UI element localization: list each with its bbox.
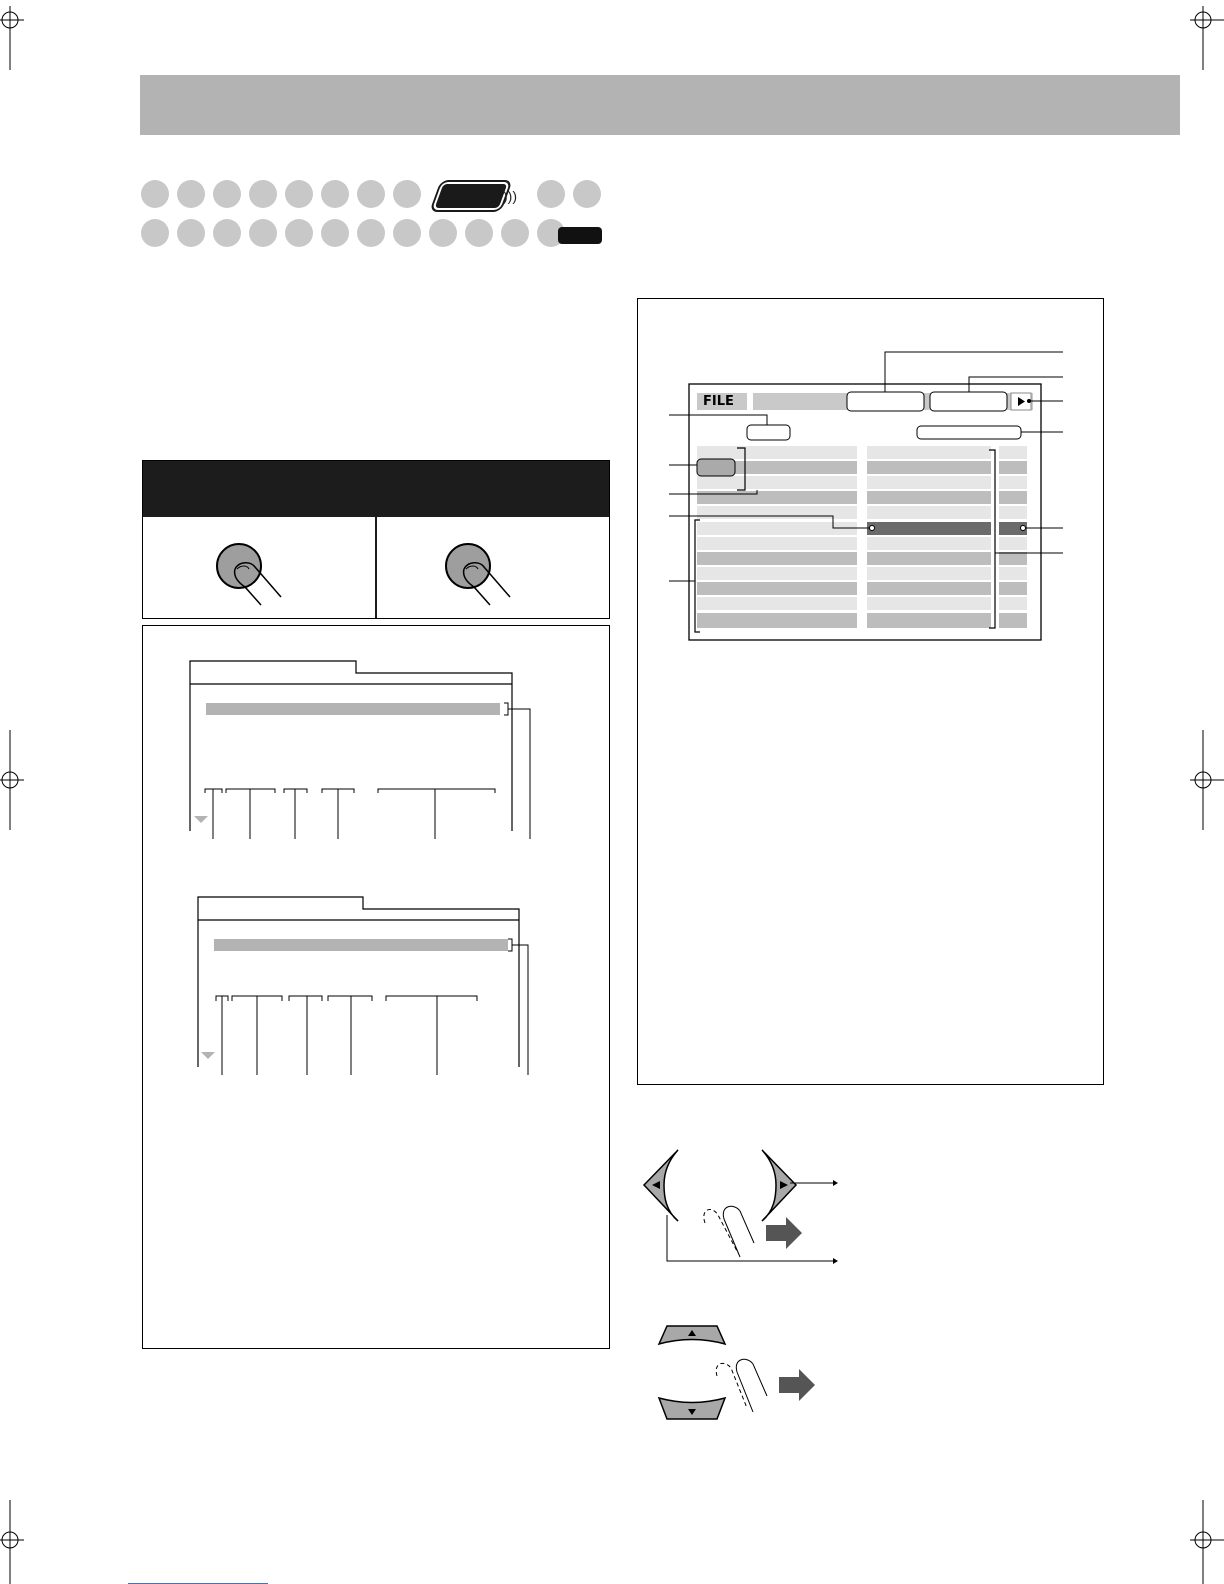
- finger-press-icon: [233, 559, 293, 609]
- cursor-up-down-illustration: [655, 1322, 825, 1427]
- cursor-up-icon[interactable]: [659, 1326, 725, 1344]
- dot: [177, 180, 205, 208]
- dot: [285, 219, 313, 247]
- table-divider: [375, 461, 377, 618]
- finger-press-icon: [462, 559, 522, 609]
- cursor-left-right-illustration: [640, 1145, 850, 1270]
- remote-control-icon: [432, 182, 510, 210]
- cursor-left-icon[interactable]: [644, 1150, 678, 1221]
- file-screen-title: FILE: [703, 394, 734, 409]
- dot: [537, 180, 565, 208]
- dot: [321, 180, 349, 208]
- dot: [393, 219, 421, 247]
- crosshair-circle-icon: [1190, 1500, 1224, 1584]
- button-table: [142, 460, 610, 619]
- dot: [573, 180, 601, 208]
- dot: [141, 219, 169, 247]
- cursor-right-icon[interactable]: [762, 1150, 796, 1221]
- dot: [501, 219, 529, 247]
- dot: [285, 180, 313, 208]
- dot-rows: [0, 0, 1224, 260]
- dot: [321, 219, 349, 247]
- dot: [249, 180, 277, 208]
- info-diagram-left: [142, 625, 608, 1347]
- crosshair-circle-icon: [0, 730, 24, 830]
- dot: [429, 219, 457, 247]
- finger-press-icon: [716, 1359, 767, 1412]
- mode-tag: [558, 227, 602, 244]
- crosshair-circle-icon: [0, 1500, 24, 1584]
- dot: [393, 180, 421, 208]
- dot: [213, 180, 241, 208]
- dot: [357, 180, 385, 208]
- table-header-right: [377, 461, 609, 517]
- finger-press-icon: [704, 1206, 754, 1257]
- dot: [141, 180, 169, 208]
- dot: [177, 219, 205, 247]
- table-header-left: [143, 461, 375, 517]
- file-screen-diagram: [637, 298, 1102, 1083]
- dot: [213, 219, 241, 247]
- dot: [357, 219, 385, 247]
- signal-waves-icon: ))): [503, 188, 517, 204]
- dot: [249, 219, 277, 247]
- crosshair-circle-icon: [1190, 730, 1224, 830]
- dot: [465, 219, 493, 247]
- cursor-down-icon[interactable]: [659, 1398, 725, 1419]
